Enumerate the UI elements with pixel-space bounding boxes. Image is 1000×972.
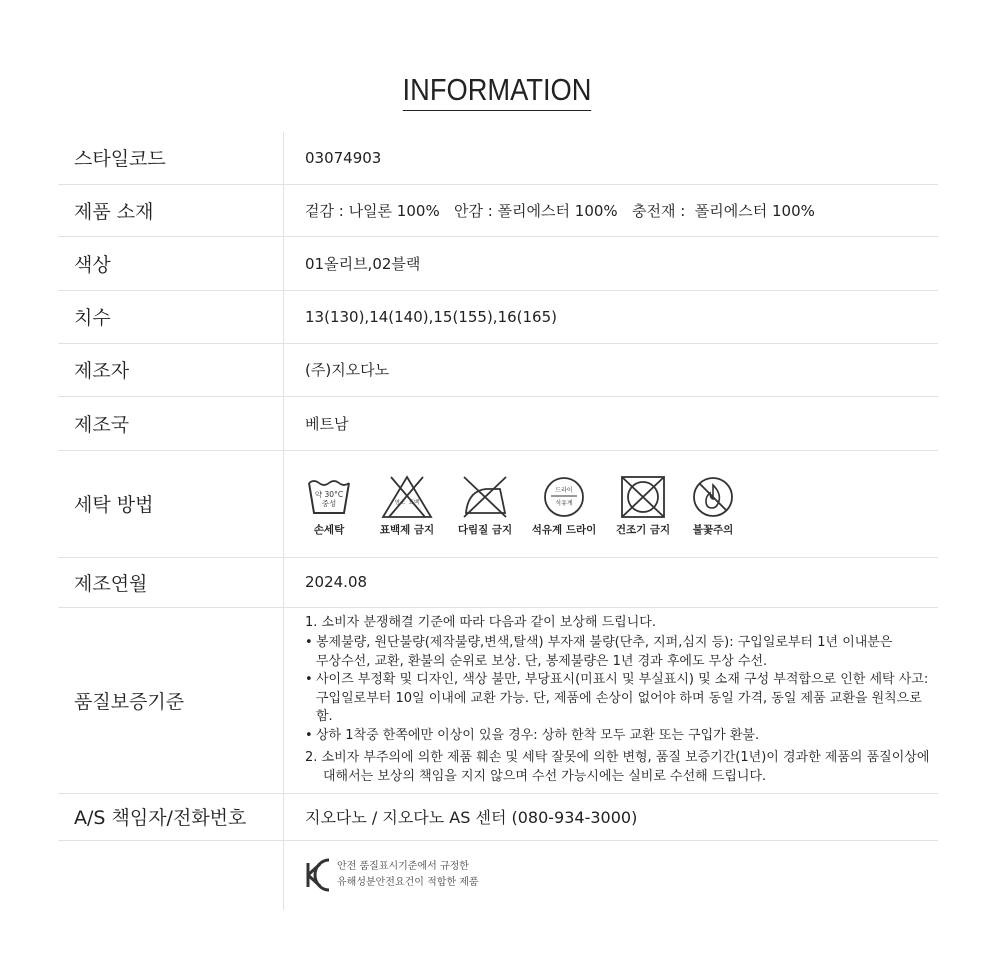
no-bleach-text-right: 표백: [408, 499, 420, 506]
row-style-code: [58, 132, 938, 184]
no-tumble-dry-caption: 건조기 금지: [615, 523, 671, 536]
row-color: [58, 236, 938, 290]
as-label: A/S 책임자/전화번호: [58, 793, 284, 840]
hand-wash-caption: 손세탁: [313, 523, 345, 536]
size-label: 치수: [58, 290, 284, 343]
washing-icons: [305, 471, 937, 537]
washing-label: 세탁 방법: [58, 450, 284, 557]
row-kc: [58, 840, 938, 910]
quality-bullet-1: • 봉제불량, 원단불량(제작불량,변색,탈색) 부자재 불량(단추, 지퍼,심지 등): 구입일로부터 1년 이내분은 무상수선, 교환, 환불의 순위로 보상. 단, 봉제불량은 1년 경과 후에도 무상 수선.: [305, 634, 937, 671]
no-tumble-dry-icon: [620, 475, 666, 519]
quality-bullet-3: • 상하 1착중 한쪽에만 이상이 있을 경우: 상하 한착 모두 교환 또는 구입가 환불.: [305, 727, 937, 746]
kc-certification: [305, 856, 937, 894]
fire-caution-icon: [691, 475, 735, 519]
no-bleach-item: [377, 475, 437, 537]
style-code-value: 03074903: [284, 132, 939, 184]
no-iron-icon: [460, 475, 510, 519]
kc-text-line1: 안전 품질표시기준에서 규정한: [337, 861, 469, 873]
dry-clean-item: [530, 475, 598, 537]
style-code-label: 스타일코드: [58, 132, 284, 184]
fire-caution-caption: 불꽃주의: [692, 523, 734, 536]
color-label: 색상: [58, 236, 284, 290]
row-country: [58, 396, 938, 450]
quality-label: 품질보증기준: [58, 607, 284, 793]
row-quality: [58, 607, 938, 793]
page-title: INFORMATION: [60, 72, 935, 108]
hand-wash-detergent: 중성: [321, 498, 337, 508]
row-date: [58, 557, 938, 607]
quality-p2: 2. 소비자 부주의에 의한 제품 훼손 및 세탁 잘못에 의한 변형, 품질 보증기간(1년)이 경과한 제품의 품질이상에 대해서는 보상의 책임을 지지 않으며 수선 가능시에는 실비로 수선해 드립니다.: [305, 750, 930, 784]
quality-p1: 1. 소비자 분쟁해결 기준에 따라 다음과 같이 보상해 드립니다.: [305, 614, 656, 630]
hand-wash-temp: 약 30°C: [314, 489, 344, 499]
hand-wash-icon: [306, 475, 352, 519]
maker-label: 제조자: [58, 343, 284, 396]
no-bleach-caption: 표백제 금지: [379, 523, 435, 536]
date-label: 제조연월: [58, 557, 284, 607]
dry-clean-text-top: 드라이: [555, 486, 573, 494]
maker-value: (주)지오다노: [284, 343, 939, 396]
row-material: [58, 184, 938, 236]
material-label: 제품 소재: [58, 184, 284, 236]
no-bleach-text-left: 염소: [394, 499, 406, 506]
dry-clean-caption: 석유계 드라이: [531, 523, 597, 536]
dry-clean-text-bottom: 석유계: [555, 499, 573, 507]
color-value: 01올리브,02블랙: [284, 236, 939, 290]
row-size: [58, 290, 938, 343]
no-tumble-dry-item: [615, 475, 671, 537]
country-label: 제조국: [58, 396, 284, 450]
row-washing: [58, 450, 938, 557]
quality-bullets: [305, 634, 937, 745]
no-bleach-icon: [381, 475, 433, 519]
quality-bullet-2: • 사이즈 부정확 및 디자인, 색상 불만, 부당표시(미표시 및 부실표시) 및 소재 구성 부적합으로 인한 세탁 사고: 구입일로부터 10일 이내에 교환 가능. 단, 제품에 손상이 없어야 하며 동일 가격, 동일 제품 교환을 원칙으로 함.: [305, 671, 937, 727]
row-maker: [58, 343, 938, 396]
size-value: 13(130),14(140),15(155),16(165): [284, 290, 939, 343]
material-value: 겉감 : 나일론 100% 안감 : 폴리에스터 100% 충전재 : 폴리에스터 100%: [284, 184, 939, 236]
information-table: [58, 132, 938, 910]
no-iron-item: [455, 475, 515, 537]
quality-text: [305, 614, 937, 787]
hand-wash-item: [305, 475, 353, 537]
dry-clean-icon: [542, 475, 586, 519]
country-value: 베트남: [284, 396, 939, 450]
as-value: 지오다노 / 지오다노 AS 센터 (080-934-3000): [284, 793, 939, 840]
kc-text-line2: 유해성분안전요건이 적합한 제품: [337, 877, 479, 889]
fire-caution-item: [689, 475, 737, 537]
kc-mark-icon: [305, 856, 331, 894]
row-as: [58, 793, 938, 840]
no-iron-caption: 다림질 금지: [457, 523, 513, 536]
date-value: 2024.08: [284, 557, 939, 607]
